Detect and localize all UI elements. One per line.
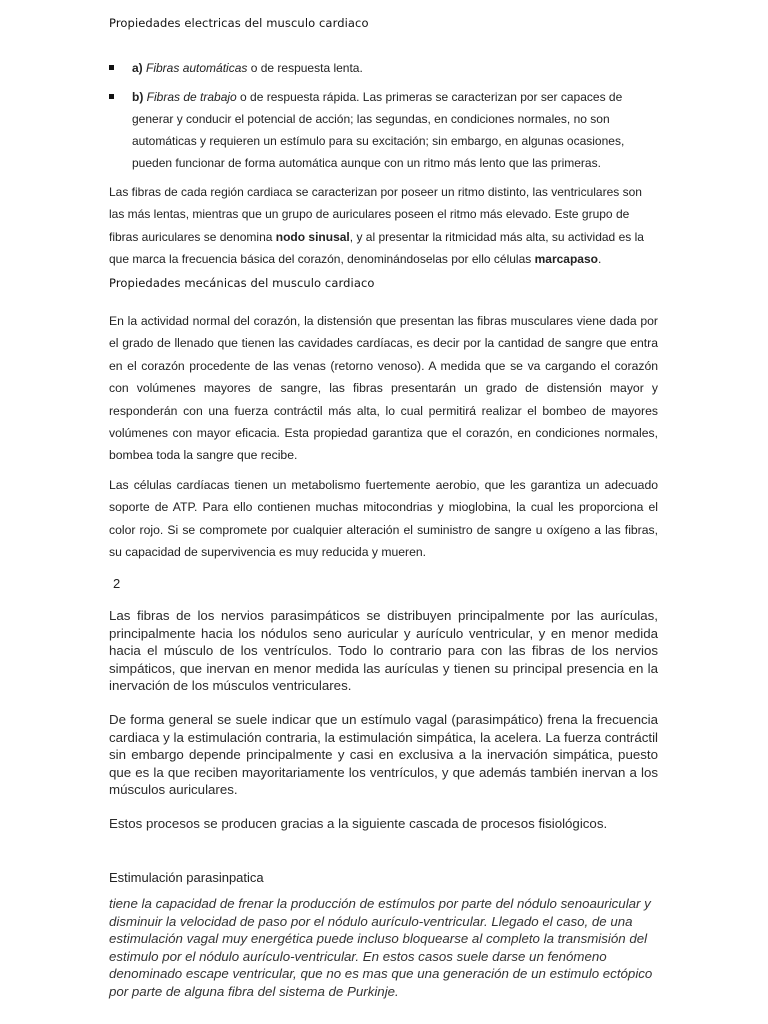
list-item — [109, 57, 658, 79]
section-heading-mechanical: Propiedades mecánicas del musculo cardiaco — [109, 276, 375, 290]
list-item — [109, 86, 658, 174]
bullet-square-icon — [109, 65, 114, 70]
paragraph-text: . — [597, 251, 602, 266]
page-number: 2 — [113, 576, 121, 591]
term-marcapaso: marcapaso — [534, 251, 598, 266]
list-item-label: b) — [132, 90, 144, 104]
fiber-type-list — [109, 57, 658, 174]
rhythm-paragraph — [109, 181, 658, 270]
paragraph-text: Las fibras de cada región cardiaca se caracterizan por poseer un ritmo distinto, las ventriculares son las más lentas, mientras que un grupo de auriculares poseen el ritmo más elevado. Este grupo de fibras auriculares se denomina — [109, 185, 642, 244]
distension-paragraph: En la actividad normal del corazón, la distensión que presentan las fibras musculares viene dada por el grado de llenado que tienen las cavidades cardíacas, es decir por la cantidad de sangre que entra en el corazón procedente de las venas (retorno venoso). A medida que se va cargando el corazón con volúmenes mayores de sangre, las fibras presentarán un grado de distensión mayor y responderán con una fuerza contráctil más alta, lo cual permitirá realizar el bombeo de mayores volúmenes con mayor eficacia. Esta propiedad garantiza que el corazón, en condiciones normales, bombea toda la sangre que recibe. — [109, 314, 658, 463]
section-heading-electrical: Propiedades electricas del musculo cardiaco — [109, 16, 369, 30]
parasympathetic-paragraph: tiene la capacidad de frenar la producción de estímulos por parte del nódulo senoauricular y disminuir la velocidad de paso por el nódulo aurículo-ventricular. Llegado el caso, de una estimulación vagal muy energética puede incluso bloquearse al completo la transmisión del estimulo por el nódulo aurículo-ventricular. En estos casos suele darse un fenómeno denominado escape ventricular, que no es mas que una generación de un estimulo ectópico por parte de alguna fibra del sistema de Purkinje. — [109, 896, 653, 999]
parasympathetic-heading: Estimulación parasinpatica — [109, 870, 264, 885]
list-item-term: Fibras automáticas — [146, 61, 248, 75]
list-item-text: o de respuesta lenta. — [247, 61, 363, 75]
list-item-label: a) — [132, 61, 143, 75]
vagal-stimulus-paragraph: De forma general se suele indicar que un estímulo vagal (parasimpático) frena la frecuencia cardiaca y la estimulación contraria, la estimulación simpática, la acelera. La fuerza contráctil sin embargo depende principalmente y casi en exclusiva a la inervación simpática, puesto que es la que reciben mayoritariamente los ventrículos, y que además también inervan a los músculos auriculares. — [109, 712, 658, 798]
list-item-term: Fibras de trabajo — [146, 90, 237, 104]
innervation-paragraph: Las fibras de los nervios parasimpáticos se distribuyen principalmente por las aurículas, principalmente hacia los nódulos seno auricular y aurículo ventricular, y en menor medida hacia el músculo de los ventrículos. Todo lo contrario para con las fibras de los nervios simpáticos, que inervan en menor medida las aurículas y tienen su principal presencia en la inervación de los músculos ventriculares. — [109, 608, 658, 694]
term-nodo-sinusal: nodo sinusal — [275, 229, 350, 244]
paragraph-text: , y al presentar la ritmicidad más alta, su actividad es la que marca la frecuencia básica del corazón, denominándoselas por ello células — [109, 229, 644, 266]
cascade-intro-paragraph: Estos procesos se producen gracias a la siguiente cascada de procesos fisiológicos. — [109, 816, 608, 831]
bullet-square-icon — [109, 94, 114, 99]
metabolism-paragraph: Las células cardíacas tienen un metabolismo fuertemente aerobio, que les garantiza un adecuado soporte de ATP. Para ello contienen muchas mitocondrias y mioglobina, la cual les proporciona el color rojo. Si se compromete por cualquier alteración el suministro de sangre u oxígeno a las fibras, su capacidad de supervivencia es muy reducida y mueren. — [109, 478, 658, 560]
list-item-text: o de respuesta rápida. Las primeras se caracterizan por ser capaces de generar y conducir el potencial de acción; las segundas, en condiciones normales, no son automáticas y requieren un estímulo para su excitación; sin embargo, en algunas ocasiones, pueden funcionar de forma automática aunque con un ritmo más lento que las primeras. — [132, 90, 625, 170]
